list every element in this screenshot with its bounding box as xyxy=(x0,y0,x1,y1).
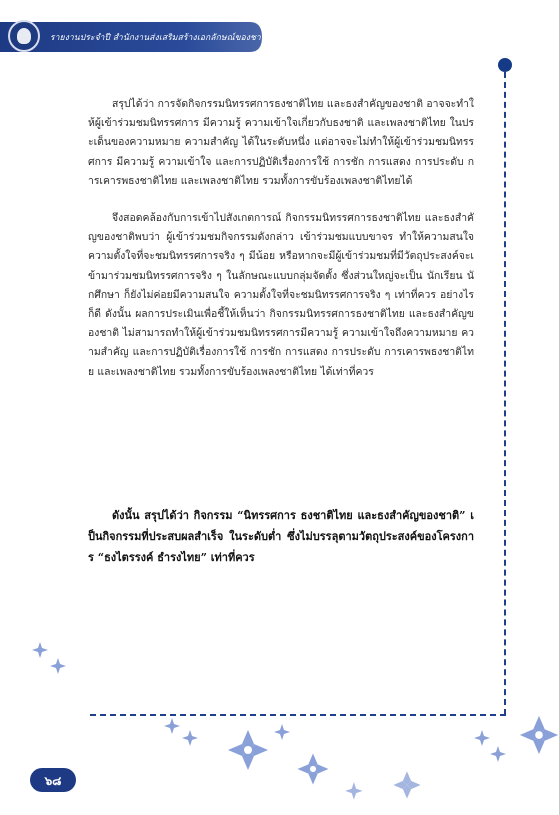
emblem-logo-icon xyxy=(8,20,40,52)
sparkle-dot-ornament-icon xyxy=(28,640,68,674)
header-title: รายงานประจำปี สำนักงานส่งเสริมสร้างเอกลักษณ์ของชาติ พ.ศ. ๒๕๔๖ xyxy=(50,32,314,42)
vertical-dotted-guide xyxy=(504,72,506,715)
horizontal-dotted-guide xyxy=(90,714,506,716)
page-number: ๖๘ xyxy=(44,774,62,788)
diamond-flower-ornament-icon xyxy=(296,752,330,786)
guide-dot-icon xyxy=(498,58,512,72)
sparkle-dot-ornament-icon xyxy=(470,728,510,762)
diamond-flower-ornament-icon xyxy=(518,712,560,758)
sparkle-dot-ornament-icon xyxy=(340,780,370,804)
paragraph-summary: สรุปได้ว่า การจัดกิจกรรมนิทรรศการธงชาติไทย และธงสำคัญของชาติ อาจจะทำให้ผู้เข้าร่วมชมนิทรรศการ มีความรู้ ความเข้าใจเกี่ยวกับธงชาติ และเพลงชาติไทย ในประเด็นของความหมาย ความสำคัญ ได้ในระดับหนึ่ง แต่อาจจะไม่ทำให้ผู้เข้าร่วมชมนิทรรศการ มีความรู้ ความเข้าใจ และการปฏิบัติเรื่องการใช้ การชัก การแสดง การประดับ การเคารพธงชาติไทย และเพลงชาติไทย รวมทั้งการขับร้องเพลงชาติไทยได้ xyxy=(88,98,474,187)
diamond-flower-ornament-icon xyxy=(226,728,270,772)
sparkle-dot-ornament-icon xyxy=(270,722,296,744)
diamond-flower-ornament-icon xyxy=(392,770,422,800)
conclusion-paragraph: ดังนั้น สรุปได้ว่า กิจกรรม “นิทรรศการ ธงชาติไทย และธงสำคัญของชาติ” เป็นกิจกรรมที่ประสบผลสำเร็จ ในระดับต่ำ ซึ่งไม่บรรลุตามวัตถุประสงค์ของโครงการ “ธงไตรรงค์ ธำรงไทย” เท่าที่ควร xyxy=(88,509,474,564)
paragraph-observation: จึงสอดคล้องกับการเข้าไปสังเกตการณ์ กิจกรรมนิทรรศการธงชาติไทย และธงสำคัญของชาติพบว่า ผู้เข้าร่วมชมกิจกรรมดังกล่าว เข้าร่วมชมแบบขาจร ทำให้ความสนใจ ความตั้งใจที่จะชมนิทรรศการจริง ๆ มีน้อย หรือหากจะมีผู้เข้าร่วมชมที่มีวัตถุประสงค์จะเข้ามาร่วมชมนิทรรศการจริง ๆ ในลักษณะแบบกลุ่มจัดตั้ง ซึ่งส่วนใหญ่จะเป็น นักเรียน นักศึกษา ก็ยังไม่ค่อยมีความสนใจ ความตั้งใจที่จะชมนิทรรศการจริง ๆ เท่าที่ควร อย่างไรก็ดี ดังนั้น ผลการประเมินเพื่อชี้ให้เห็นว่า กิจกรรมนิทรรศการธงชาติไทย และธงสำคัญของชาติ ไม่สามารถทำให้ผู้เข้าร่วมชมนิทรรศการมีความรู้ ความเข้าใจถึงความหมาย ความสำคัญ และการปฏิบัติเรื่องการใช้ การชัก การแสดง การประดับ การเคารพธงชาติไทย และเพลงชาติไทย รวมทั้งการขับร้องเพลงชาติไทย ได้เท่าที่ควร xyxy=(88,212,474,378)
body-text xyxy=(88,95,474,404)
sparkle-dot-ornament-icon xyxy=(160,716,200,750)
